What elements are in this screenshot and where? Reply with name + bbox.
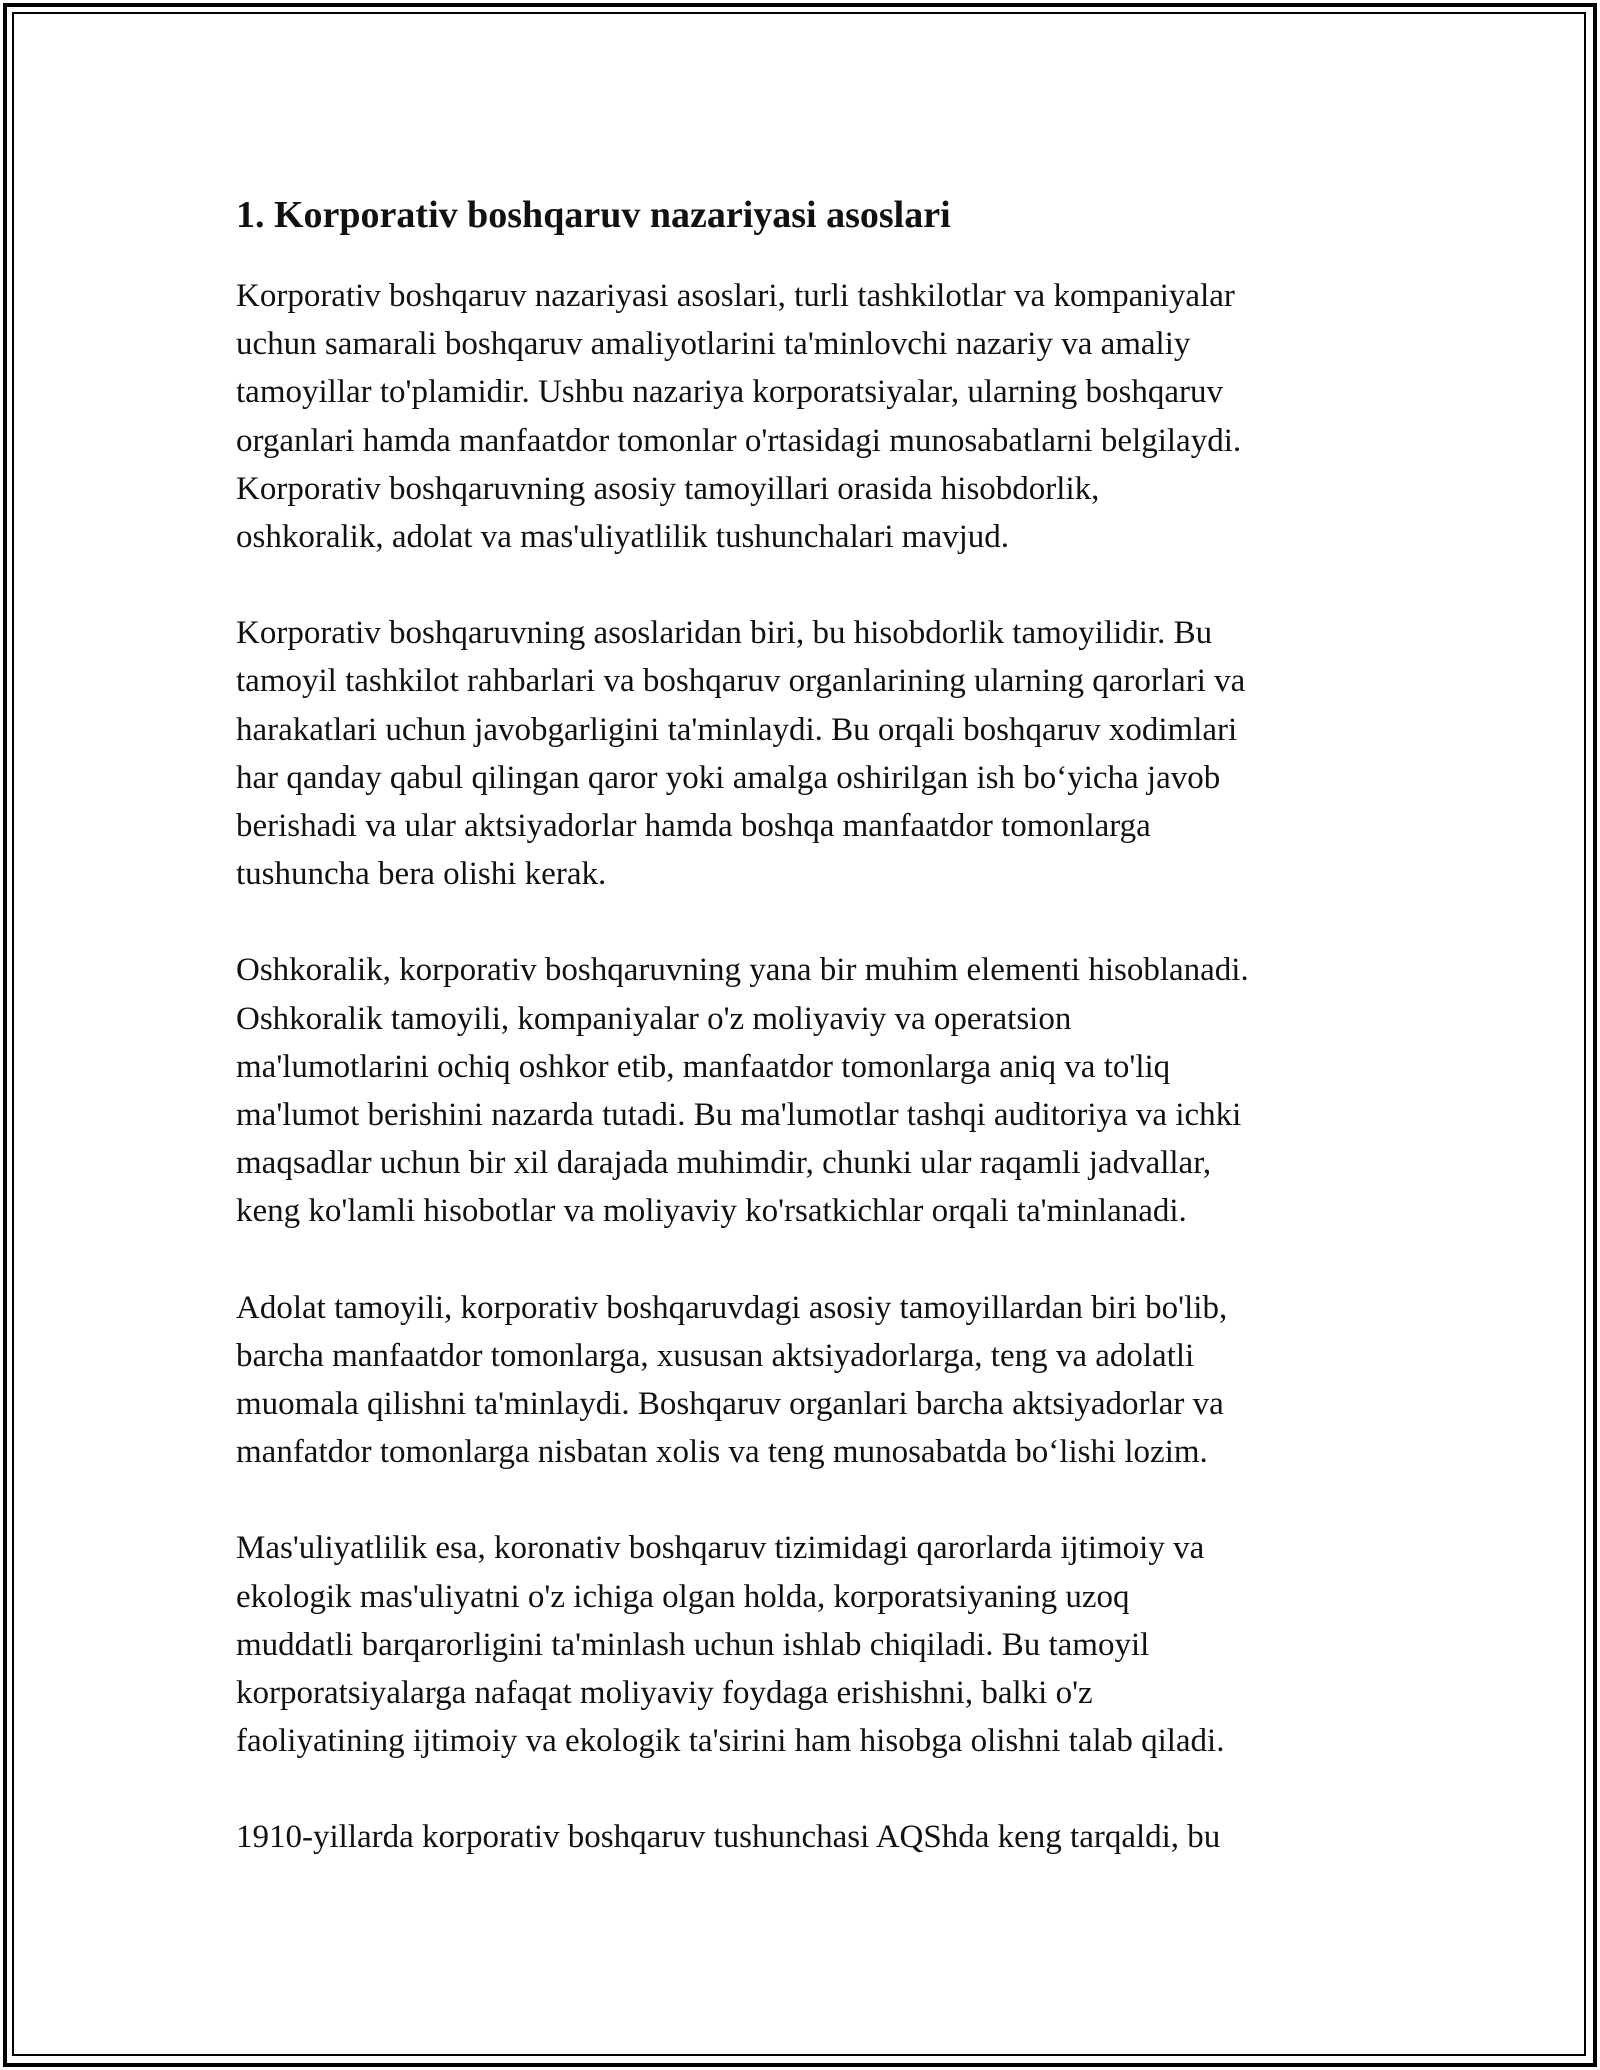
text-line: muomala qilishni ta'minlaydi. Boshqaruv organlari barcha aktsiyadorlar va (236, 1386, 1224, 1423)
text-line: uchun samarali boshqaruv amaliyotlarini ta'minlovchi nazariy va amaliy (236, 326, 1191, 363)
text-line: keng ko'lamli hisobotlar va moliyaviy ko'rsatkichlar orqali ta'minlanadi. (236, 1193, 1187, 1230)
paragraph-5 (236, 1524, 1376, 1765)
text-line: harakatlari uchun javobgarligini ta'minlaydi. Bu orqali boshqaruv xodimlari (236, 711, 1238, 748)
text-line: tamoyil tashkilot rahbarlari va boshqaruv organlarining ularning qarorlari va (236, 663, 1246, 700)
text-line: barcha manfaatdor tomonlarga, xususan aktsiyadorlarga, teng va adolatli (236, 1337, 1195, 1374)
text-line: har qanday qabul qilingan qaror yoki amalga oshirilgan ish bo‘yicha javob (236, 759, 1221, 796)
text-line: oshkoralik, adolat va mas'uliyatlilik tushunchalari mavjud. (236, 519, 1010, 556)
text-line: Oshkoralik tamoyili, kompaniyalar o'z moliyaviy va operatsion (236, 1000, 1072, 1037)
document-body (236, 182, 1376, 1910)
paragraph-4 (236, 1284, 1376, 1477)
text-line: tamoyillar to'plamidir. Ushbu nazariya korporatsiyalar, ularning boshqaruv (236, 374, 1224, 411)
paragraph-3 (236, 946, 1376, 1235)
text-line: berishadi va ular aktsiyadorlar hamda boshqa manfaatdor tomonlarga (236, 808, 1151, 845)
text-line: tushuncha bera olishi kerak. (236, 856, 607, 893)
text-line: Mas'uliyatlilik esa, koronativ boshqaruv tizimidagi qarorlarda ijtimoiy va (236, 1530, 1205, 1567)
paragraph-2 (236, 609, 1376, 898)
text-line: faoliyatining ijtimoiy va ekologik ta'sirini ham hisobga olishni talab qiladi. (236, 1723, 1225, 1760)
text-line: maqsadlar uchun bir xil darajada muhimdir, chunki ular raqamli jadvallar, (236, 1145, 1212, 1182)
text-line: manfatdor tomonlarga nisbatan xolis va teng munosabatda bo‘lishi lozim. (236, 1434, 1208, 1471)
paragraph-6 (236, 1813, 1376, 1861)
text-line: Adolat tamoyili, korporativ boshqaruvdagi asosiy tamoyillardan biri bo'lib, (236, 1289, 1228, 1326)
text-line: Korporativ boshqaruv nazariyasi asoslari, turli tashkilotlar va kompaniyalar (236, 278, 1235, 314)
paragraph-1 (236, 272, 1376, 561)
text-line: ekologik mas'uliyatni o'z ichiga olgan holda, korporatsiyaning uzoq (236, 1578, 1130, 1615)
text-line: organlari hamda manfaatdor tomonlar o'rtasidagi munosabatlarni belgilaydi. (236, 422, 1242, 459)
text-line: ma'lumot berishini nazarda tutadi. Bu ma'lumotlar tashqi auditoriya va ichki (236, 1097, 1242, 1134)
text-line: muddatli barqarorligini ta'minlash uchun ishlab chiqiladi. Bu tamoyil (236, 1626, 1150, 1663)
text-line: Korporativ boshqaruvning asoslaridan biri, bu hisobdorlik tamoyilidir. Bu (236, 615, 1213, 652)
text-line: Korporativ boshqaruvning asosiy tamoyillari orasida hisobdorlik, (236, 470, 1100, 507)
text-line: Oshkoralik, korporativ boshqaruvning yana bir muhim elementi hisoblanadi. (236, 952, 1249, 989)
text-line: 1910-yillarda korporativ boshqaruv tushunchasi AQShda keng tarqaldi, bu (236, 1819, 1221, 1856)
section-heading: 1. Korporativ boshqaruv nazariyasi asoslari (236, 194, 951, 236)
text-line: korporatsiyalarga nafaqat moliyaviy foydaga erishishni, balki o'z (236, 1675, 1093, 1712)
text-line: ma'lumotlarini ochiq oshkor etib, manfaatdor tomonlarga aniq va to'liq (236, 1048, 1171, 1085)
